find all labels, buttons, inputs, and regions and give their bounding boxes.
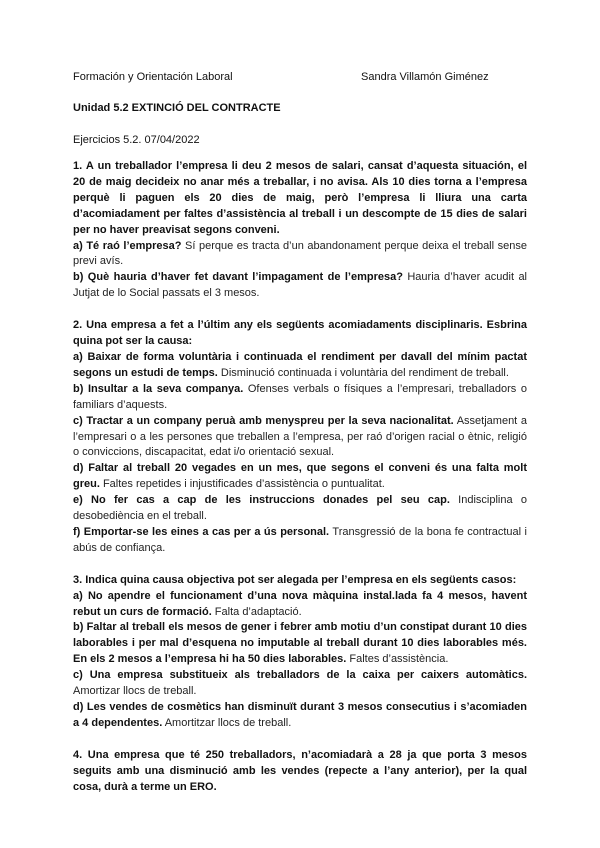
q1-a xyxy=(73,239,527,271)
q2-d-question: d) Faltar al treball 20 vegades en un mes, que segons el conveni és una falta molt greu. xyxy=(73,462,527,491)
q2-a xyxy=(73,350,527,382)
q1-b-answer: Hauria d’haver acudit al Jutjat de lo Social passats el 3 mesos. xyxy=(73,271,528,300)
q2-f-question: f) Emportar-se les eines a cas per a ús personal. xyxy=(73,525,330,538)
q2-c xyxy=(73,414,527,462)
q3-c xyxy=(73,668,527,700)
q3-statement: 3. Indica quina causa objectiva pot ser alegada per l’empresa en els següents casos: xyxy=(73,573,517,586)
unit-title: Unidad 5.2 EXTINCIÓ DEL CONTRACTE xyxy=(73,102,281,114)
q3-b-answer: Faltes d’assistència. xyxy=(346,653,449,666)
q4-statement: 4. Una empresa que té 250 treballadors, n’acomiadarà a 28 ja que porta 3 mesos seguits amb una disminució amb les vendes (repecte a l’any anterior), per la qual cosa, durà a terme un ERO. xyxy=(73,748,527,793)
document-body xyxy=(73,159,527,796)
q2-statement: 2. Una empresa a fet a l’últim any els següents acomiadaments disciplinaris. Esbrina quina pot ser la causa: xyxy=(73,319,527,348)
q3-d-answer: Amortitzar llocs de treball. xyxy=(162,716,292,729)
q1-b-question: b) Què hauria d’haver fet davant l’impagament de l’empresa? xyxy=(73,271,403,284)
q2-d xyxy=(73,461,527,493)
q2-a-question: a) Baixar de forma voluntària i continuada el rendiment per davall del mínim pactat segons un estudi de temps. xyxy=(73,350,527,379)
q2-e-question: e) No fer cas a cap de les instruccions donades pel seu cap. xyxy=(73,494,450,507)
q3-d xyxy=(73,700,527,732)
q3-b xyxy=(73,620,527,668)
q1-b xyxy=(73,270,527,302)
q2-b-answer: Ofenses verbals o físiques a l’empresari, treballadors o familiars d’aquests. xyxy=(73,382,527,411)
q3-a xyxy=(73,589,527,621)
q2-a-answer: Disminució continuada i voluntària del rendiment de treball. xyxy=(217,366,509,379)
q2-d-answer: Faltes repetides i injustificades d’assistència o puntualitat. xyxy=(99,478,385,491)
q2-f-answer: Transgressió de la bona fe contractual i abús de confiança. xyxy=(73,525,527,554)
q3-b-question: b) Faltar al treball els mesos de gener i febrer amb motiu d’un constipat durant 10 dies laborables i per mal d’esquena no imputable al treball durant 10 dies laborables més. En els 2 mesos a l’empresa hi ha 50 dies laborables. xyxy=(73,621,527,666)
q2-b xyxy=(73,382,527,414)
q2-c-answer: Assetjament a l’empresari o a les persones que treballen a l’empresa, per raó d’origen racial o ètnic, religió o conviccions, discapacitat, edat i/o orientació sexual. xyxy=(73,414,528,459)
q2-e xyxy=(73,493,527,525)
q2-c-question: c) Tractar a un company peruà amb menyspreu per la seva nacionalitat. xyxy=(73,414,454,427)
author-name: Sandra Villamón Giménez xyxy=(361,71,489,83)
q3-a-question: a) No apendre el funcionament d’una nova màquina instal.lada fa 4 mesos, havent rebut un curs de formació. xyxy=(73,589,527,618)
q2-b-question: b) Insultar a la seva companya. xyxy=(73,382,244,395)
q3-c-answer: Amortizar llocs de treball. xyxy=(73,685,197,698)
q2-e-answer: Indisciplina o desobediència en el treball. xyxy=(73,494,527,523)
q3-a-answer: Falta d’adaptació. xyxy=(211,605,302,618)
q1-a-question: a) Té raó l’empresa? xyxy=(73,239,182,252)
course-name: Formación y Orientación Laboral xyxy=(73,71,233,83)
q1-a-answer: Sí perque es tracta d’un abandonament perque deixa el treball sense previ avís. xyxy=(73,239,527,268)
q1-statement: 1. A un treballador l’empresa li deu 2 mesos de salari, cansat d’aquesta situación, el 20 de maig decideix no anar més a treballar, i no avisa. Als 10 dies torna a l’empresa perquè li paguen els 20 dies de maig, però l’empresa li lliura una carta d’acomiadament per faltes d’assistència al treball i un descompte de 15 dies de salari per no haver preavisat segons conveni. xyxy=(73,160,527,236)
q2-f xyxy=(73,525,527,557)
q3-d-question: d) Les vendes de cosmètics han disminuït durant 3 mesos consecutius i s’acomiaden a 4 dependentes. xyxy=(73,701,527,729)
exercise-date: Ejercicios 5.2. 07/04/2022 xyxy=(73,134,200,146)
q3-c-question: c) Una empresa substitueix als treballadors de la caixa per caixers automàtics. xyxy=(73,669,527,682)
